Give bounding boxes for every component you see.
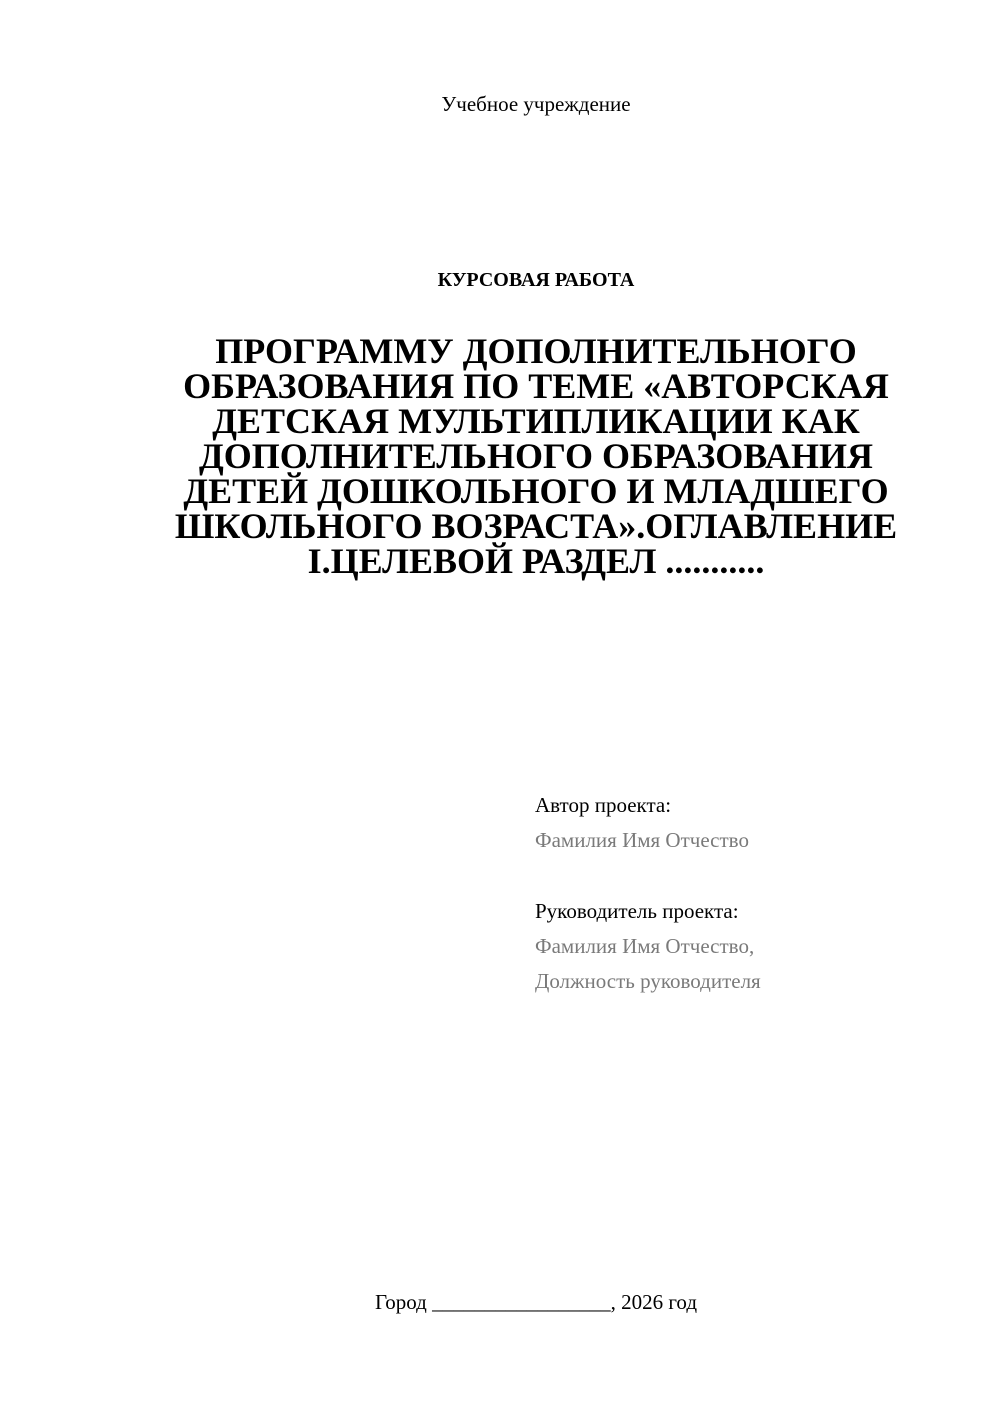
document-title: ПРОГРАММУ ДОПОЛНИТЕЛЬНОГО ОБРАЗОВАНИЯ ПО ТЕМЕ «АВТОРСКАЯ ДЕТСКАЯ МУЛЬТИПЛИКАЦИИ КАК ДОПОЛНИТЕЛЬНОГО ОБРАЗОВАНИЯ ДЕТЕЙ ДОШКОЛЬНОГО И МЛАДШЕГО ШКОЛЬНОГО ВОЗРАСТА».ОГЛАВЛЕНИЕ I.ЦЕЛЕВОЙ РАЗДЕЛ ........... [174, 331, 898, 581]
supervisor-name: Фамилия Имя Отчество, [535, 934, 755, 958]
author-name: Фамилия Имя Отчество [535, 828, 749, 852]
institution-name: Учебное учреждение [441, 92, 631, 116]
author-block [535, 788, 975, 858]
city-year-line: Город _________________, 2026 год [374, 1290, 698, 1314]
supervisor-label: Руководитель проекта: [535, 899, 739, 923]
supervisor-position: Должность руководителя [535, 969, 761, 993]
supervisor-block [535, 894, 975, 999]
author-label: Автор проекта: [535, 793, 672, 817]
document-type: КУРСОВАЯ РАБОТА [437, 269, 635, 291]
